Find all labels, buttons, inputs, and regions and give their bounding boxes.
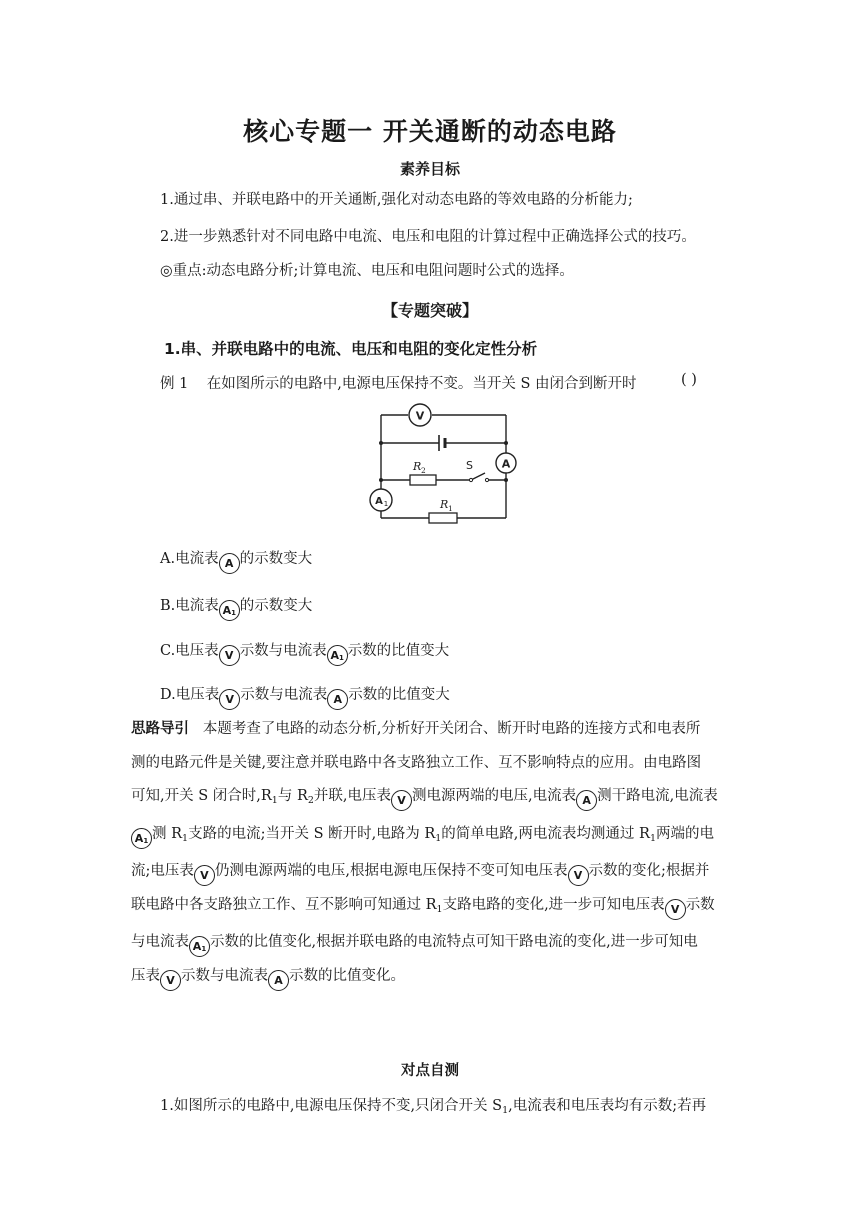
guide-paragraph bbox=[131, 713, 731, 993]
guide-line-7: 与电流表 $A_1$ 示数的比值变化,根据并联电路的电流特点可知干路电流的变化,进一步可知电 bbox=[131, 926, 731, 960]
ammeter-a1-label: A bbox=[375, 496, 383, 507]
voltmeter-label: V bbox=[415, 409, 425, 423]
switch-label: S bbox=[466, 459, 473, 472]
option-d-suffix: 示数的比值变大 bbox=[348, 687, 450, 703]
option-a[interactable] bbox=[160, 547, 312, 574]
answer-bracket: ( ) bbox=[681, 372, 697, 388]
self-test-question-1: 1.如图所示的电路中,电源电压保持不变,只闭合开关 $S_1$,电流表和电压表均有示数;若再 bbox=[160, 1098, 707, 1116]
resistor-r1 bbox=[429, 513, 457, 523]
ammeter-a1-icon: $A_1$ bbox=[327, 645, 348, 666]
guide-line-4: $A_1$ 测 $R_1$支路的电流;当开关 S 断开时,电路为 $R_1$的简单电路,两电流表均测通过 $R_1$两端的电 bbox=[131, 818, 731, 856]
subsection-heading: 1.串、并联电路中的电流、电压和电阻的变化定性分析 bbox=[164, 340, 538, 358]
section-heading: 【专题突破】 bbox=[381, 301, 478, 320]
r1-label: R bbox=[440, 498, 449, 511]
option-b-prefix: B.电流表 bbox=[160, 598, 219, 614]
ammeter-icon: A bbox=[268, 970, 289, 991]
voltmeter-icon: V bbox=[568, 865, 589, 886]
resistor-r2 bbox=[410, 475, 436, 485]
voltmeter-icon: V bbox=[219, 645, 240, 666]
r2-label: R bbox=[413, 460, 422, 473]
example-line bbox=[160, 372, 637, 393]
option-a-prefix: A.电流表 bbox=[160, 551, 219, 567]
voltmeter-icon: V bbox=[194, 865, 215, 886]
voltmeter-icon: V bbox=[160, 970, 181, 991]
guide-line-2: 测的电路元件是关键,要注意并联电路中各支路独立工作、互不影响特点的应用。由电路图 bbox=[131, 754, 702, 771]
self-test-heading: 对点自测 bbox=[401, 1063, 459, 1079]
option-b[interactable] bbox=[160, 594, 312, 621]
option-c-prefix: C.电压表 bbox=[160, 643, 219, 659]
option-c[interactable] bbox=[160, 639, 449, 666]
option-a-suffix: 的示数变大 bbox=[239, 551, 313, 567]
voltmeter-icon: V bbox=[665, 899, 686, 920]
circuit-diagram bbox=[365, 403, 525, 525]
option-c-suffix: 示数的比值变大 bbox=[347, 643, 450, 659]
option-b-suffix: 的示数变大 bbox=[239, 598, 313, 614]
goal-item-2: 2.进一步熟悉针对不同电路中电流、电压和电阻的计算过程中正确选择公式的技巧。 bbox=[160, 229, 696, 245]
guide-line-6: 联电路中各支路独立工作、互不影响可知通过 $R_1$支路电路的变化,进一步可知电压表 V 示数 bbox=[131, 889, 731, 927]
goals-heading: 素养目标 bbox=[399, 160, 460, 178]
ammeter-icon: A bbox=[327, 689, 348, 710]
ammeter-a1-icon: $A_1$ bbox=[131, 828, 152, 849]
voltmeter-icon: V bbox=[219, 689, 240, 710]
guide-line-1: 本题考查了电路的动态分析,分析好开关闭合、断开时电路的连接方式和电表所 bbox=[202, 721, 701, 737]
voltmeter-icon: V bbox=[391, 790, 412, 811]
guide-line-8: 压表 V 示数与电流表 A 示数的比值变化。 bbox=[131, 960, 731, 994]
ammeter-a1-icon: $A_1$ bbox=[189, 936, 210, 957]
ammeter-a1-subscript: 1 bbox=[383, 500, 389, 508]
goal-item-1: 1.通过串、并联电路中的开关通断,强化对动态电路的等效电路的分析能力; bbox=[160, 192, 633, 208]
r1-subscript: 1 bbox=[448, 504, 453, 513]
option-d-middle: 示数与电流表 bbox=[240, 687, 328, 703]
r2-subscript: 2 bbox=[421, 466, 426, 475]
ammeter-icon: A bbox=[219, 553, 240, 574]
guide-label: 思路导引 bbox=[131, 721, 189, 737]
guide-line-5: 流;电压表 V 仍测电源两端的电压,根据电源电压保持不变可知电压表 V 示数的变化;根据并 bbox=[131, 855, 731, 889]
option-d-prefix: D.电压表 bbox=[160, 687, 220, 703]
guide-line-3: 可知,开关 S 闭合时$,R_1$与 $R_2$并联,电压表 V 测电源两端的电压,电流表 A 测干路电流,电流表 bbox=[131, 780, 731, 818]
example-label: 例 1 bbox=[160, 376, 189, 392]
option-d[interactable] bbox=[160, 683, 450, 710]
option-c-middle: 示数与电流表 bbox=[239, 643, 327, 659]
ammeter-icon: A bbox=[576, 790, 597, 811]
example-stem: 在如图所示的电路中,电源电压保持不变。当开关 S 由闭合到断开时 bbox=[206, 376, 637, 392]
page-title: 核心专题一 开关通断的动态电路 bbox=[243, 117, 617, 146]
ammeter-a1-icon: $A_1$ bbox=[219, 600, 240, 621]
key-point: ◎重点:动态电路分析;计算电流、电压和电阻问题时公式的选择。 bbox=[160, 263, 574, 279]
ammeter-main-label: A bbox=[501, 457, 511, 471]
